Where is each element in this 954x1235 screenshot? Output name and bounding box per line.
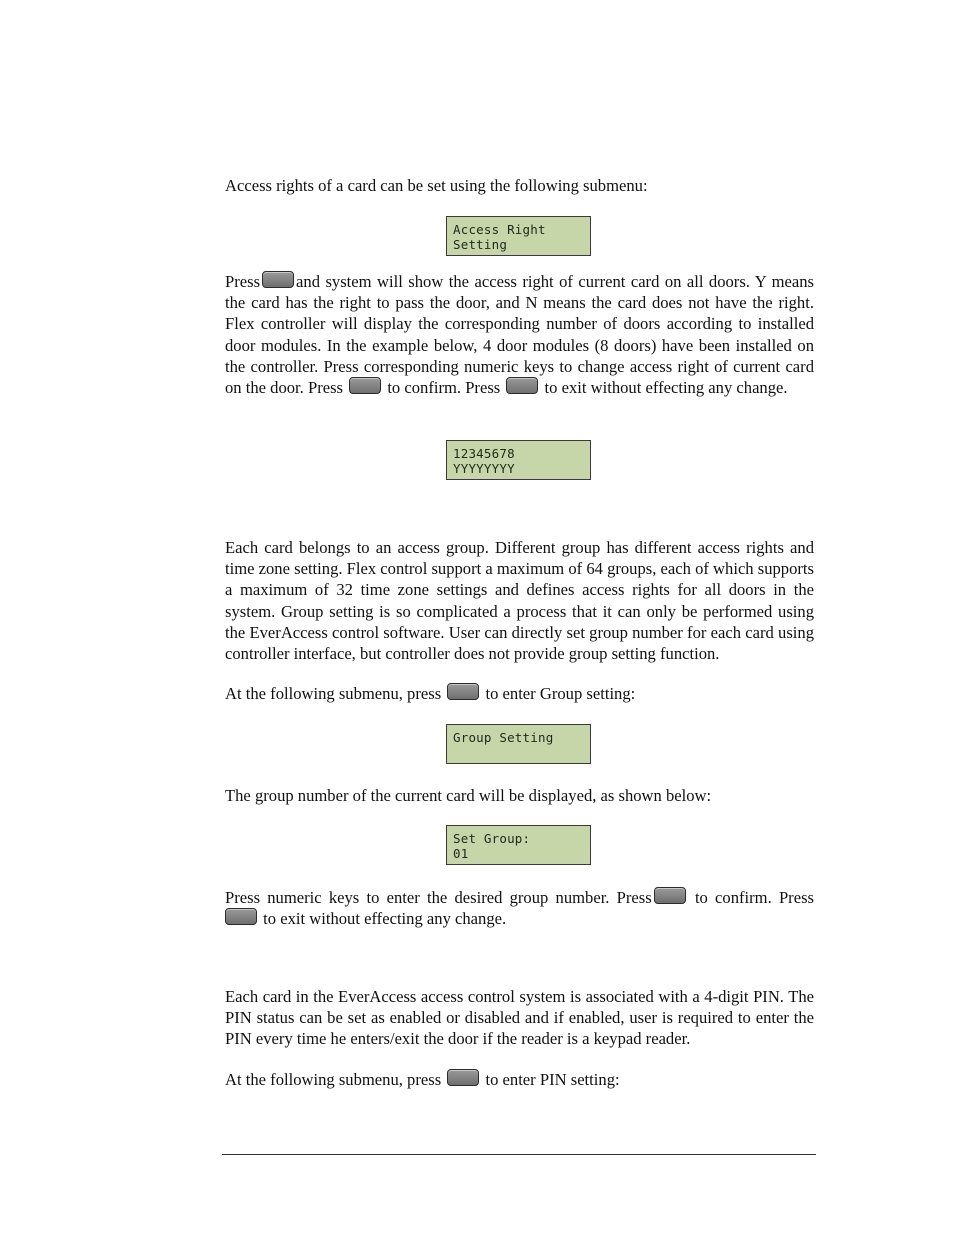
exit-text: to exit without effecting any change. xyxy=(544,378,788,398)
lcd-line-1: Access Right xyxy=(453,222,546,237)
group-entry-instruction xyxy=(225,887,814,929)
enter-key-icon xyxy=(447,683,479,700)
lcd-line-2: 01 xyxy=(453,846,469,861)
exit-key-icon xyxy=(225,908,257,925)
lcd-line-2 xyxy=(453,745,590,760)
pin-description: Each card in the EverAccess access control system is associated with a 4-digit PIN. The PIN status can be set as enabled or disabled and if enabled, user is required to enter the PIN every time he enters/exit the door if the reader is a keypad reader. xyxy=(225,987,814,1049)
confirm-text: to confirm. Press xyxy=(387,378,501,398)
group-submenu-instruction xyxy=(225,683,814,704)
lcd-line-1: Group Setting xyxy=(453,730,554,745)
lcd-access-right-setting xyxy=(446,216,591,256)
submenu-after-text: to enter Group setting: xyxy=(485,684,636,703)
enter-exit-text: to exit without effecting any change. xyxy=(263,909,507,929)
lcd-set-group xyxy=(446,825,591,865)
group-description: Each card belongs to an access group. Different group has different access rights and time zone setting. Flex control support a maximum of 64 groups, each of which supports a maximum of 32 time zone settings and defines access rights for all doors in the system. Group setting is so complicated a process that it can only be performed using the EverAccess control software. User can directly set group number for each card using controller interface, but controller does not provide group setting function. xyxy=(225,538,814,664)
confirm-key-icon xyxy=(349,377,381,394)
enter-confirm-text: to confirm. Press xyxy=(694,888,814,907)
lcd-door-rights xyxy=(446,440,591,480)
lcd-line-1: 12345678 xyxy=(453,446,515,461)
lcd-line-2: Setting xyxy=(453,237,508,252)
submenu-before-text: At the following submenu, press xyxy=(225,684,442,703)
submenu-after-text: to enter PIN setting: xyxy=(485,1070,620,1089)
group-display-text: The group number of the current card will be displayed, as shown below: xyxy=(225,786,712,805)
enter-key-icon xyxy=(447,1069,479,1086)
enter-before-text: Press numeric keys to enter the desired group number. Press xyxy=(225,888,652,907)
access-right-description: and system will show the access right of current card on all doors. Y means the card has the right to pass the door, and N means the card does not have the right. Flex controller will display the corresponding number of doors according to installed door modules. In the example below, 4 door modules (8 doors) have been installed on the controller. Press corresponding numeric keys to change access right of current card on the door. Press xyxy=(225,272,814,398)
lcd-group-setting xyxy=(446,724,591,764)
lcd-line-1: Set Group: xyxy=(453,831,531,846)
pin-submenu-instruction xyxy=(225,1069,814,1090)
press-text: Press xyxy=(225,272,261,291)
confirm-key-icon xyxy=(654,887,686,904)
exit-key-icon xyxy=(506,377,538,394)
access-right-instructions xyxy=(225,271,814,398)
submenu-before-text: At the following submenu, press xyxy=(225,1070,442,1089)
lcd-line-2: YYYYYYYY xyxy=(453,461,515,476)
enter-key-icon xyxy=(262,271,294,288)
footer-rule xyxy=(222,1154,816,1155)
access-right-intro: Access rights of a card can be set using the following submenu: xyxy=(225,176,648,195)
